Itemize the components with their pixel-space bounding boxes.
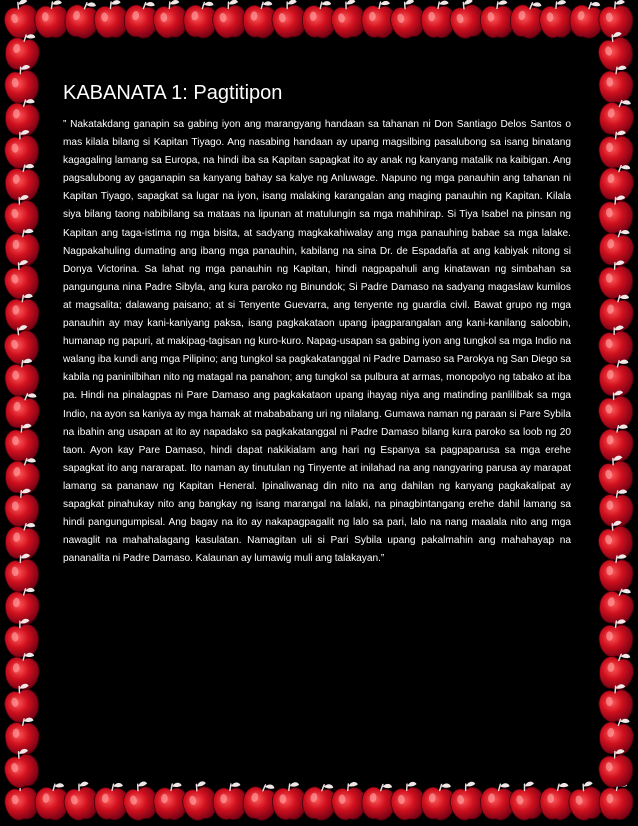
red-apple-icon (2, 780, 41, 821)
red-apple-icon (213, 782, 247, 819)
red-apple-icon (2, 388, 43, 432)
red-apple-icon (479, 781, 516, 821)
red-apple-icon (181, 0, 220, 40)
red-apple-icon (597, 292, 636, 333)
red-apple-icon (0, 323, 42, 368)
red-apple-icon (595, 454, 636, 497)
red-apple-icon (598, 619, 633, 657)
chapter-title: KABANATA 1: Pagtitipon (63, 82, 283, 104)
red-apple-icon (597, 259, 634, 299)
red-apple-icon (596, 649, 637, 692)
red-apple-icon (241, 0, 279, 39)
red-apple-icon (3, 96, 41, 137)
red-apple-icon (3, 488, 40, 528)
red-apple-icon (4, 423, 40, 462)
red-apple-icon (269, 0, 308, 40)
red-apple-icon (597, 748, 634, 788)
red-apple-icon (93, 0, 129, 38)
red-apple-icon (301, 0, 338, 39)
red-apple-icon (61, 780, 101, 822)
red-apple-icon (1, 747, 42, 791)
red-apple-icon (5, 293, 39, 331)
red-apple-icon (1, 682, 41, 725)
red-apple-icon (565, 779, 606, 822)
red-apple-icon (299, 779, 340, 822)
red-apple-icon (597, 226, 637, 268)
red-apple-icon (4, 162, 41, 202)
red-apple-icon (153, 782, 188, 820)
red-apple-icon (539, 781, 575, 820)
red-apple-icon (1, 258, 42, 302)
red-apple-icon (272, 782, 307, 820)
chapter-body: ” Nakatakdang ganapin sa gabing iyon ang marangyang handaan sa tahanan ni Don Santiago Delos Santos o mas kilala bilang si Kapitan Tiyago. Ang nasabing handaan ay upang magsilbing pasalubong sa isang binatang kagagaling lamang sa Europa, na hindi iba sa Kapitan sapagkat ito ay anak ng kanyang matalik na kaibigan. Ang pagsalubong ay gaganapin sa kanyang bahay sa kalye ng Anluwage. Napuno ng mga panauhin ang tahanan ni Kapitan Tiyago, sapagkat sa lugar na iyon, isang malaking karangalan ang maging panauhin ng Kapitan. Kilala siya bilang taong nabibilang sa mataas na lipunan at matulungin sa mga mahihirap. Si Tiya Isabel na pinsan ng Kapitan ang taga-istima ng mga bisita, at sadyang magkakahiwalay ang mga panauhing babae sa mga lalake. Nagpakahuling dumating ang ibang mga panauhin, kabilang na sina Dr. de Espadaña at ang kabiyak nitong si Donya Victorina. Sa lahat ng mga panauhin ng Kapitan, hindi nagpapahuli ang kinatawan ng simbahan sa pangunguna nina Padre Sibyla, ang kura paroko ng Binundok; Si Padre Damaso na sadyang magaslaw kumilos at magsalita; dalawang paisano; at si Tenyente Guevarra, ang tenyente ng guardia civil. Bawat grupo ng mga panauhin ay may kani-kaniyang paksa, isang pagkakataon upang ipagparangalan ang kani-kanilang saloobin, humanap ng papuri, at makipag-tagisan ng kuro-kuro. Napag-usapan sa gabing iyon ang tungkol sa mga Indio na walang iba kundi ang mga Pilipino; ang tungkol sa pagkakatanggal ni Padre Damaso sa Parokya ng San Diego sa kabila ng paninilbihan nito ng matagal na panahon; ang tungkol sa pulbura at armas, monopolyo ng tabako at iba pa. Hindi na pinalagpas ni Pare Damaso ang pagkakataon upang ihayag niya ang matinding panlilibak sa mga Indio, na ayon sa kaniya ay mga hamak at mabababang uri ng nilalang. Gumawa naman ng paraan si Pare Sybila na ibahin ang usapan at ito ay napadako sa pagkakatanggal ni Padre Damaso bilang kura paroko sa loob ng 20 taon. Ayon kay Pare Damaso, hindi dapat nakikialam ang hari ng Espanya sa pagpaparusa sa mga erehe sapagkat ito ang nararapat. Ito naman ay tinutulan ng Tinyente at inilahad na ang nangyaring parusa ay marapat lamang sa pananaw ng Kapitan Heneral. Ipinaliwanag din nito na ang dahilan ng kanyang pagkakalipat ay sapagkat pinahukay nito ang bangkay ng isang marangal na lalaki, na pinagbintangang erehe dahil lamang sa hindi pangungumpisal. Ang bagay na ito ay nakapagpagalit ng lalo sa pari, lalo na nang maalala nito ang mga nawaglit na mahahalagang kasulatan. Namagitan uli si Pari Sybila upang pakalmahin ang mahahayap na pananalita ni Padre Damaso. Kalaunan ay lumawig muli ang talakayan.” (63, 119, 571, 565)
chapter-content (63, 80, 571, 568)
red-apple-icon (3, 585, 41, 626)
red-apple-icon (328, 0, 368, 40)
red-apple-icon (359, 780, 399, 822)
red-apple-icon (2, 617, 41, 659)
red-apple-icon (3, 64, 41, 105)
red-apple-icon (507, 780, 547, 822)
red-apple-icon (61, 0, 102, 41)
red-apple-icon (596, 584, 638, 628)
red-apple-icon (4, 228, 40, 267)
red-apple-icon (539, 0, 575, 38)
red-apple-icon (596, 95, 638, 139)
red-apple-icon (2, 454, 42, 497)
red-apple-icon (1, 193, 41, 236)
red-apple-icon (2, 128, 41, 170)
red-apple-icon (389, 781, 426, 821)
red-apple-icon (599, 782, 634, 820)
red-apple-icon (567, 0, 607, 40)
red-apple-icon (33, 781, 70, 821)
red-apple-icon (330, 781, 366, 820)
red-apple-icon (120, 779, 161, 822)
red-apple-icon (480, 0, 514, 38)
red-apple-icon (34, 0, 68, 38)
red-apple-icon (594, 518, 636, 562)
red-apple-icon (596, 160, 637, 203)
red-apple-icon (598, 684, 634, 723)
red-apple-icon (3, 552, 41, 593)
red-apple-icon (446, 0, 488, 41)
red-apple-icon (179, 779, 221, 823)
red-apple-icon (419, 780, 458, 821)
red-apple-icon (597, 715, 637, 757)
red-apple-icon (599, 489, 634, 527)
red-apple-icon (598, 130, 633, 168)
red-apple-icon (93, 781, 129, 820)
red-apple-icon (0, 0, 42, 41)
red-apple-icon (4, 716, 40, 755)
red-apple-icon (121, 0, 161, 40)
red-apple-icon (599, 554, 633, 591)
red-apple-icon (211, 0, 249, 39)
red-apple-icon (596, 389, 636, 431)
red-apple-icon (5, 359, 39, 397)
red-apple-icon (507, 0, 548, 41)
red-apple-icon (594, 30, 636, 74)
red-apple-icon (421, 0, 455, 38)
red-apple-icon (448, 780, 487, 821)
red-apple-icon (598, 423, 634, 462)
red-apple-icon (152, 0, 189, 39)
red-apple-icon (4, 651, 41, 691)
red-apple-icon (599, 66, 633, 103)
red-apple-icon (387, 0, 428, 41)
red-apple-icon (598, 357, 635, 397)
red-apple-icon (239, 779, 281, 823)
red-apple-icon (596, 324, 635, 365)
red-apple-icon (597, 0, 634, 39)
red-apple-icon (3, 519, 42, 561)
red-apple-icon (598, 195, 634, 234)
red-apple-icon (3, 31, 42, 73)
red-apple-icon (361, 0, 397, 38)
